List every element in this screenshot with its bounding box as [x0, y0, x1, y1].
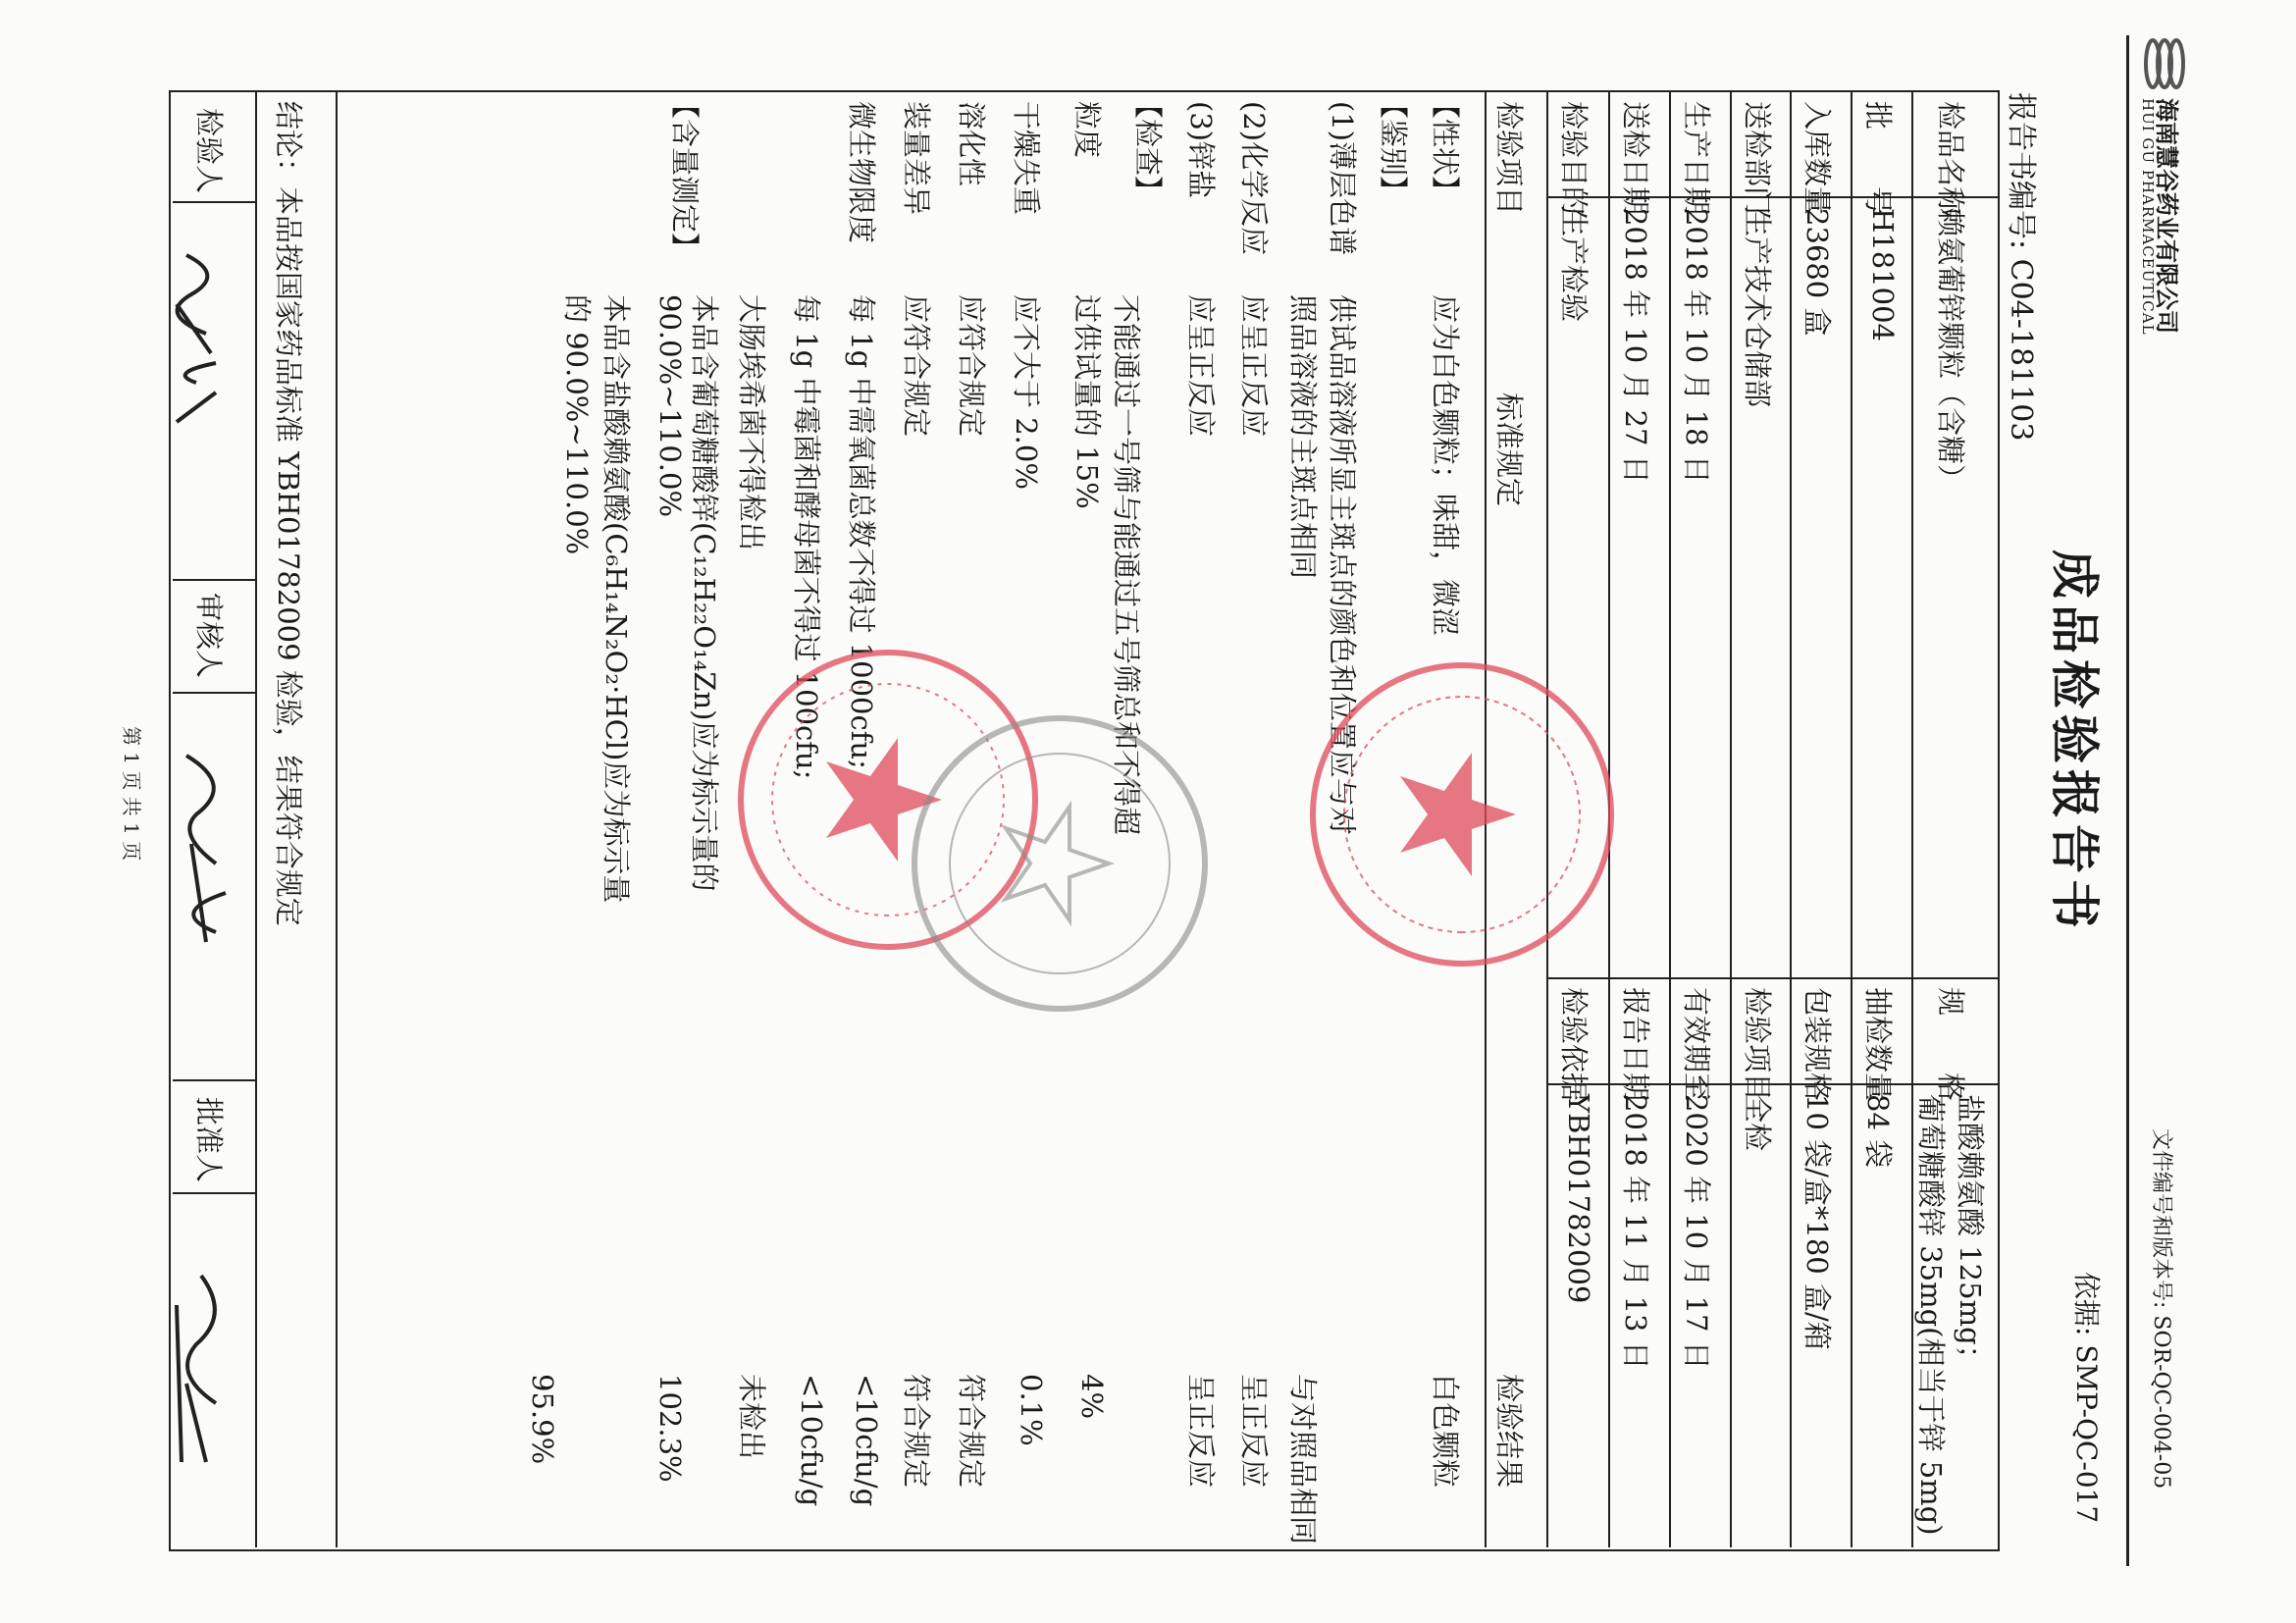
item-standard: 供试品溶液所显主斑点的颜色和位置应与对	[1326, 294, 1359, 836]
info-value: 84 袋	[1861, 1094, 1895, 1169]
item-name: 溶化性	[955, 101, 988, 187]
item-standard: 应符合规定	[955, 294, 988, 438]
info-label: 有效期至	[1680, 987, 1713, 1102]
appearance-standard: 应为白色颗粒；味甜，微涩	[1429, 294, 1462, 637]
info-label: 包装规格	[1800, 987, 1834, 1102]
company-name-en: HUI GU PHARMACEUTICAL	[2139, 98, 2157, 336]
info-label: 送检日期	[1619, 101, 1652, 216]
inspector-signature-icon	[157, 245, 235, 461]
item-result: 呈正反应	[1184, 1374, 1218, 1489]
info-value: 葡萄糖酸锌 35mg(相当于锌 5mg)	[1914, 1094, 1948, 1536]
col-header-item: 检验项目	[1492, 101, 1526, 216]
file-number: 文件编号和版本号: SOR-QC-004-05	[2149, 1128, 2173, 1490]
info-value: 2018 年 10 月 18 日	[1680, 208, 1713, 484]
info-label: 报告日期	[1619, 987, 1652, 1102]
reviewer-signature-icon	[157, 746, 245, 981]
item-standard: 不能通过一号筛与能通过五号筛总和不得超	[1110, 294, 1143, 836]
col-header-standard: 标准规定	[1492, 393, 1526, 507]
info-value: 赖氨葡锌颗粒（含糖）	[1934, 208, 1967, 494]
item-name: 粒度	[1070, 101, 1104, 159]
info-label: 送检部门	[1741, 101, 1774, 216]
item-standard: 每 1g 中需氧菌总数不得过 1000cfu;	[845, 294, 878, 769]
item-standard: 90.0%~110.0%	[653, 294, 687, 518]
item-result: <10cfu/g	[795, 1374, 828, 1507]
item-result: 符合规定	[900, 1374, 933, 1489]
info-value: YBH01782009	[1562, 1094, 1595, 1304]
inspector-label: 检验人	[192, 108, 226, 194]
item-result: <10cfu/g	[850, 1374, 883, 1507]
company-logo	[2143, 35, 2186, 92]
item-result: 与对照品相同	[1286, 1374, 1320, 1545]
info-value: H181004	[1866, 208, 1900, 341]
item-result: 102.3%	[653, 1374, 687, 1483]
signature-rule	[255, 90, 257, 1547]
item-standard: 应符合规定	[900, 294, 933, 438]
item-standard: 本品含盐酸赖氨酸(C₆H₁₄N₂O₂·HCl)应为标示量	[600, 294, 633, 904]
item-result: 0.1%	[1015, 1374, 1048, 1446]
item-standard: 应不大于 2.0%	[1010, 294, 1043, 490]
item-standard: 的 90.0%~110.0%	[560, 294, 594, 555]
section-appearance: 【性状】	[1429, 90, 1462, 205]
item-result: 95.9%	[526, 1374, 559, 1465]
item-result: 呈正反应	[1237, 1374, 1271, 1489]
info-label: 生产日期	[1680, 101, 1713, 216]
item-name: 微生物限度	[845, 101, 878, 244]
appearance-result: 白色颗粒	[1429, 1374, 1462, 1489]
company-name: 海南慧谷药业有限公司	[2153, 98, 2181, 334]
item-standard: 大肠埃希菌不得检出	[735, 294, 768, 551]
item-result: 符合规定	[955, 1374, 988, 1489]
section-assay: 【含量测定】	[668, 90, 702, 262]
report-title: 成品检验报告书	[2046, 550, 2104, 934]
info-value: 全检	[1741, 1094, 1774, 1152]
section-identification: 【鉴别】	[1377, 90, 1410, 205]
info-label: 检验项目	[1741, 987, 1774, 1102]
col-header-result: 检验结果	[1492, 1374, 1526, 1489]
item-standard: 过供试量的 15%	[1070, 294, 1104, 509]
info-label: 规 格	[1934, 987, 1967, 1102]
info-value: 23680 盒	[1800, 208, 1834, 337]
info-label: 抽检数量	[1861, 987, 1895, 1102]
item-standard: 本品含葡萄糖酸锌(C₁₂H₂₂O₁₄Zn)应为标示量的	[688, 294, 721, 892]
info-value: 生产检验	[1557, 208, 1591, 323]
report-number: 报告书编号: C04-181103	[2004, 92, 2038, 442]
reviewer-label: 审核人	[192, 593, 226, 679]
basis-ref: 依据: SMP-QC-017	[2070, 1272, 2103, 1524]
section-inspection: 【检查】	[1131, 90, 1165, 205]
page-footer: 第 1 页 共 1 页	[120, 726, 143, 862]
info-value: 2020 年 10 月 17 日	[1680, 1094, 1713, 1370]
approver-signature-icon	[162, 1266, 240, 1501]
item-name: 装量差异	[900, 101, 933, 216]
info-value: 盐酸赖氨酸 125mg；	[1954, 1094, 1987, 1374]
item-name: (2)化学反应	[1237, 101, 1271, 256]
test-report-stamp-red-icon	[1295, 648, 1629, 981]
info-value: 10 袋/盒*180 盒/箱	[1800, 1094, 1834, 1350]
conclusion-rule	[336, 90, 338, 1547]
info-label: 检品名称	[1934, 101, 1967, 216]
item-name: (1)薄层色谱	[1326, 101, 1359, 256]
item-name: 干燥失重	[1010, 101, 1043, 216]
item-result: 未检出	[735, 1374, 768, 1460]
info-label: 批 号	[1861, 101, 1895, 216]
gray-stamp-icon	[903, 707, 1217, 1021]
info-label: 检验依据	[1557, 987, 1591, 1102]
item-standard: 应呈正反应	[1237, 294, 1271, 438]
info-value: 生产技术仓储部	[1741, 208, 1774, 408]
info-label: 检验目的	[1557, 101, 1591, 216]
header-rule	[2126, 35, 2129, 1566]
logo-icon	[2143, 35, 2186, 92]
item-name: (3)锌盐	[1184, 101, 1218, 199]
approver-label: 批准人	[192, 1097, 226, 1183]
info-value: 2018 年 10 月 27 日	[1619, 208, 1652, 484]
item-standard: 应呈正反应	[1184, 294, 1218, 438]
info-label: 入库数量	[1800, 101, 1834, 216]
item-result: 4%	[1075, 1374, 1109, 1420]
conclusion: 结论：本品按国家药品标准 YBH01782009 检验，结果符合规定	[272, 101, 305, 926]
item-standard: 照品溶液的主斑点相同	[1286, 294, 1320, 580]
info-value: 2018 年 11 月 13 日	[1619, 1094, 1652, 1370]
item-standard: 每 1g 中霉菌和酵母菌不得过 100cfu;	[790, 294, 823, 780]
